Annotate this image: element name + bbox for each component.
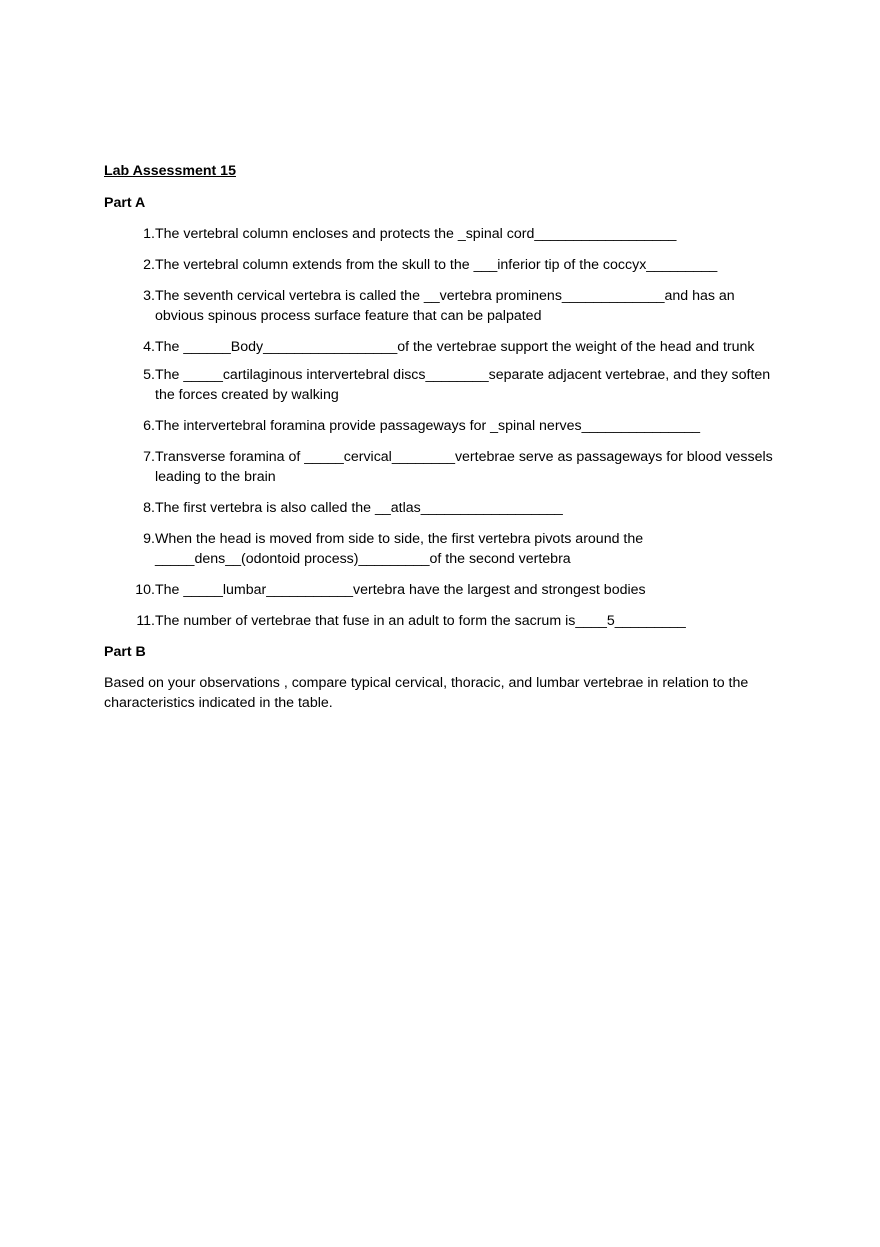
question-number: 6. [143, 418, 155, 434]
question-text: The first vertebra is also called the __atlas__________________ [155, 500, 563, 516]
question-item [104, 337, 784, 357]
question-number: 10. [135, 582, 155, 598]
question-number: 3. [143, 288, 155, 304]
part-a-question-list [104, 224, 784, 631]
question-number: 9. [143, 531, 155, 547]
question-number: 7. [143, 449, 155, 465]
part-b-heading: Part B [104, 644, 146, 660]
question-item [104, 447, 784, 487]
part-a-heading: Part A [104, 195, 146, 211]
question-number: 4. [143, 339, 155, 355]
question-item [104, 416, 784, 436]
question-number: 5. [143, 367, 155, 383]
question-text: The vertebral column encloses and protects the _spinal cord__________________ [155, 226, 677, 242]
question-number: 2. [143, 257, 155, 273]
question-item [104, 255, 784, 275]
question-item [104, 580, 784, 600]
question-item [104, 498, 784, 518]
question-text: The intervertebral foramina provide passageways for _spinal nerves_______________ [155, 418, 700, 434]
question-text: Transverse foramina of _____cervical________vertebrae serve as passageways for blood vessels leading to the brain [155, 449, 777, 485]
question-number: 1. [143, 226, 155, 242]
document-title: Lab Assessment 15 [104, 163, 236, 179]
question-item [104, 611, 784, 631]
question-text: The ______Body_________________of the vertebrae support the weight of the head and trunk [155, 339, 755, 355]
question-number: 8. [143, 500, 155, 516]
document-page [104, 161, 784, 713]
question-text: The number of vertebrae that fuse in an adult to form the sacrum is____5_________ [155, 613, 686, 629]
question-number: 11. [136, 613, 155, 629]
question-item [104, 529, 784, 569]
question-item [104, 224, 784, 244]
question-text: When the head is moved from side to side, the first vertebra pivots around the _____dens__(odontoid process)_________of the second vertebra [155, 531, 648, 567]
question-text: The _____lumbar___________vertebra have the largest and strongest bodies [155, 582, 646, 598]
question-item [104, 286, 784, 326]
question-text: The _____cartilaginous intervertebral discs________separate adjacent vertebrae, and they soften the forces created by walking [155, 367, 775, 403]
question-item [104, 365, 784, 405]
part-b-instructions: Based on your observations , compare typical cervical, thoracic, and lumbar vertebrae in relation to the characteristics indicated in the table. [104, 675, 749, 711]
question-text: The seventh cervical vertebra is called the __vertebra prominens_____________and has an obvious spinous process surface feature that can be palpated [155, 288, 739, 324]
question-text: The vertebral column extends from the skull to the ___inferior tip of the coccyx_________ [155, 257, 718, 273]
